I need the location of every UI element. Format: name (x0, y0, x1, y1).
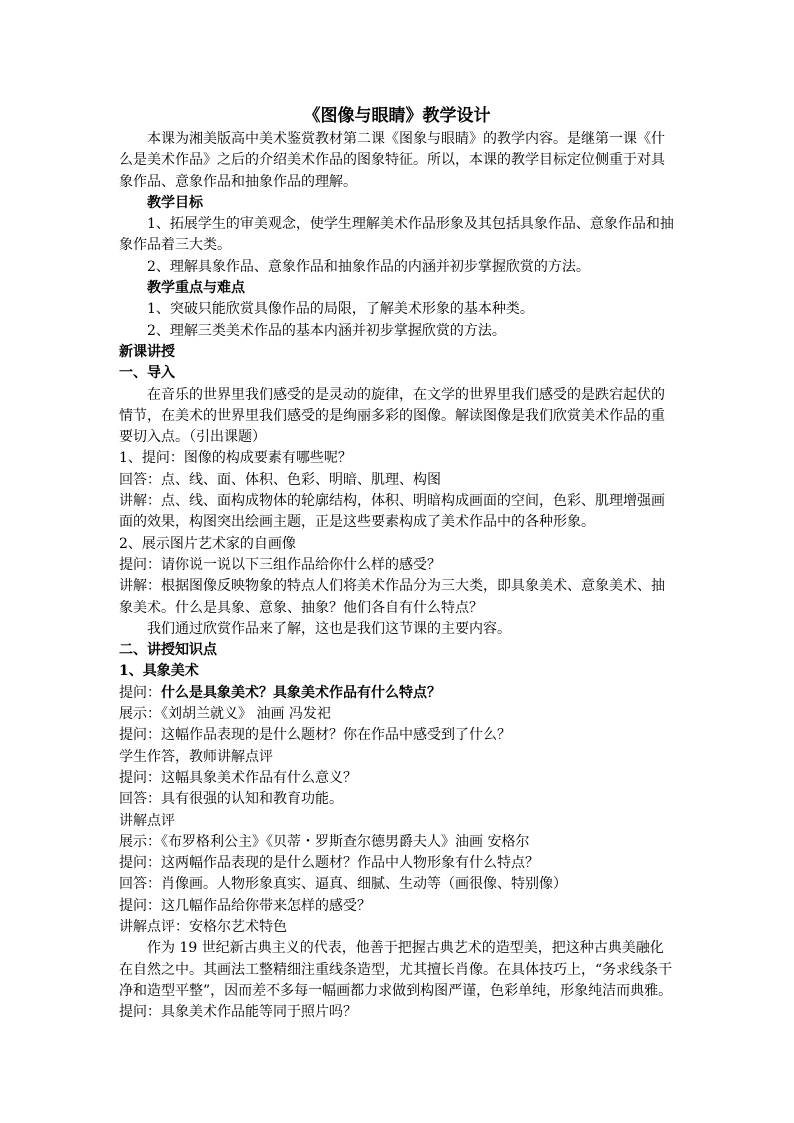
paragraph: 提问：这几幅作品给你带来怎样的感受？ (119, 897, 371, 914)
paragraph: 展示：《布罗格利公主》《贝蒂・罗斯查尔德男爵夫人》油画 安格尔 (119, 833, 530, 850)
document-body (119, 129, 675, 1023)
paragraph: 作为 19 世纪新古典主义的代表，他善于把握古典艺术的造型美，把这种古典美融化在自然之中。其画法工整精细注重线条造型，尤其擅长肖像。在具体技巧上，“务求线条干净和造型平整”，因而差不多每一幅画都力求做到构图严谨，色彩单纯，形象纯洁而典雅。 (119, 940, 673, 999)
paragraph: 回答：具有很强的认知和教育功能。 (119, 791, 343, 808)
paragraph: 提问：这幅作品表现的是什么题材？你在作品中感受到了什么？ (119, 727, 511, 744)
paragraph: 1、拓展学生的审美观念，使学生理解美术作品形象及其包括具象作品、意象作品和抽象作品着三大类。 (119, 216, 674, 254)
paragraph: 教学目标 (147, 194, 203, 211)
paragraph: 2、理解三类美术作品的基本内涵并初步掌握欣赏的方法。 (147, 322, 506, 339)
paragraph: 2、理解具象作品、意象作品和抽象作品的内涵并初步掌握欣赏的方法。 (147, 258, 590, 275)
paragraph: 讲解点评：安格尔艺术特色 (119, 918, 287, 935)
paragraph: 一、导入 (119, 365, 175, 382)
paragraph: 讲解：点、线、面构成物体的轮廓结构，体积、明暗构成画面的空间，色彩、肌理增强画面的效果，构图突出绘画主题，正是这些要素构成了美术作品中的各种形象。 (119, 493, 665, 531)
paragraph: 在音乐的世界里我们感受的是灵动的旋律，在文学的世界里我们感受的是跌宕起伏的情节，在美术的世界里我们感受的是绚丽多彩的图像。解读图像是我们欣赏美术作品的重要切入点。（引出课题） (119, 386, 665, 446)
paragraph: 展示：《刘胡兰就义》 油画 冯发祀 (119, 706, 331, 723)
paragraph (119, 683, 675, 704)
paragraph: 1、具象美术 (119, 663, 199, 680)
paragraph: 提问：具象美术作品能等同于照片吗？ (119, 1004, 357, 1021)
paragraph: 提问：请你说一说以下三组作品给你什么样的感受？ (119, 556, 441, 573)
paragraph: 提问：这幅具象美术作品有什么意义？ (119, 769, 357, 786)
paragraph: 新课讲授 (119, 343, 175, 360)
paragraph: 讲解：根据图像反映物象的特点人们将美术作品分为三大类，即具象美术、意象美术、抽象美术。什么是具象、意象、抽象？他们各自有什么特点？ (119, 578, 665, 616)
paragraph-emphasis: 什么是具象美术？具象美术作品有什么特点？ (161, 684, 441, 701)
document-title: 《图像与眼睛》教学设计 (303, 106, 491, 126)
paragraph-prefix: 提问： (119, 684, 161, 701)
paragraph: 1、提问：图像的构成要素有哪些呢？ (119, 450, 352, 467)
paragraph: 我们通过欣赏作品来了解，这也是我们这节课的主要内容。 (147, 620, 511, 637)
paragraph: 1、突破只能欣赏具像作品的局限，了解美术形象的基本种类。 (147, 301, 534, 318)
paragraph: 本课为湘美版高中美术鉴赏教材第二课《图象与眼睛》的教学内容。是继第一课《什么是美术作品》之后的介绍美术作品的图象特征。所以，本课的教学目标定位侧重于对具象作品、意象作品和抽象作品的理解。 (119, 131, 665, 190)
paragraph: 教学重点与难点 (147, 280, 245, 297)
paragraph: 讲解点评 (119, 812, 175, 829)
paragraph: 回答：点、线、面、体积、色彩、明暗、肌理、构图 (119, 471, 441, 488)
paragraph: 2、展示图片艺术家的自画像 (119, 535, 296, 552)
paragraph: 二、讲授知识点 (119, 642, 217, 659)
paragraph: 学生作答，教师讲解点评 (119, 748, 273, 765)
paragraph: 提问：这两幅作品表现的是什么题材？作品中人物形象有什么特点？ (119, 855, 539, 872)
paragraph: 回答：肖像画。人物形象真实、逼真、细腻、生动等（画很像、特别像） (119, 876, 567, 893)
